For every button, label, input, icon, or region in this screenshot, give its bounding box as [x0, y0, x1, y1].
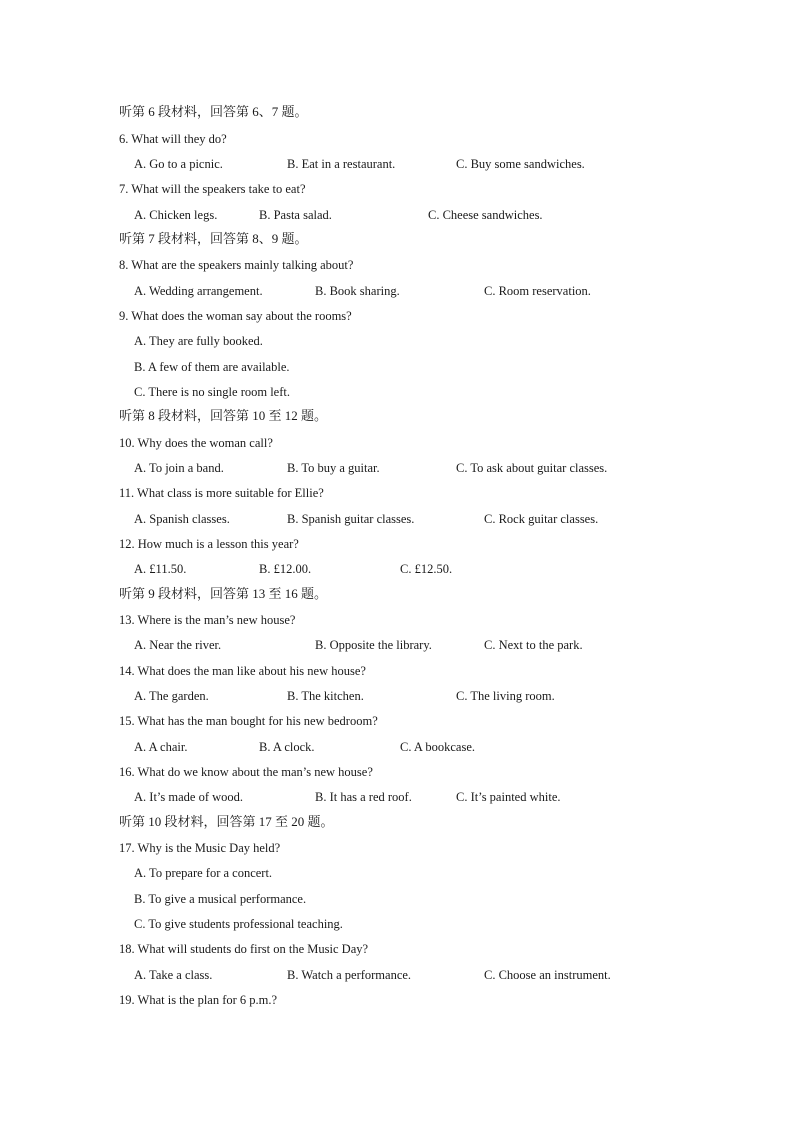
- question-stem: 19. What is the plan for 6 p.m.?: [119, 993, 278, 1007]
- option-b: B. A clock.: [259, 740, 315, 754]
- option-b: B. Book sharing.: [315, 284, 400, 298]
- question-stem: 17. Why is the Music Day held?: [119, 841, 281, 855]
- section-heading: 听第 10 段材料，回答第 17 至 20 题。: [119, 814, 334, 829]
- section-heading: 听第 6 段材料，回答第 6、7 题。: [119, 104, 308, 119]
- option-a: A. The garden.: [134, 689, 209, 703]
- option-a: A. Near the river.: [134, 638, 222, 652]
- option-c: C. £12.50.: [400, 562, 453, 576]
- question-stem: 10. Why does the woman call?: [119, 436, 273, 450]
- option-c: C. To ask about guitar classes.: [456, 461, 608, 475]
- option-a: A. To prepare for a concert.: [134, 866, 273, 880]
- option-c: C. To give students professional teaching.: [134, 917, 343, 931]
- option-a: A. £11.50.: [134, 562, 187, 576]
- question-stem: 15. What has the man bought for his new bedroom?: [119, 714, 378, 728]
- option-b: B. A few of them are available.: [134, 360, 290, 374]
- option-a: A. It’s made of wood.: [134, 790, 244, 804]
- option-c: C. Choose an instrument.: [484, 968, 611, 982]
- question-stem: 7. What will the speakers take to eat?: [119, 182, 306, 196]
- question-stem: 14. What does the man like about his new house?: [119, 664, 366, 678]
- option-b: B. The kitchen.: [287, 689, 364, 703]
- option-c: C. Rock guitar classes.: [484, 512, 599, 526]
- option-a: A. They are fully booked.: [134, 334, 263, 348]
- option-b: B. Watch a performance.: [287, 968, 412, 982]
- option-b: B. To give a musical performance.: [134, 892, 307, 906]
- option-c: C. It’s painted white.: [456, 790, 561, 804]
- option-a: A. A chair.: [134, 740, 188, 754]
- question-stem: 13. Where is the man’s new house?: [119, 613, 296, 627]
- option-b: B. Eat in a restaurant.: [287, 157, 396, 171]
- section-heading: 听第 7 段材料，回答第 8、9 题。: [119, 231, 308, 246]
- section-heading: 听第 8 段材料，回答第 10 至 12 题。: [119, 408, 328, 423]
- question-stem: 11. What class is more suitable for Ellie?: [119, 486, 324, 500]
- question-stem: 16. What do we know about the man’s new house?: [119, 765, 373, 779]
- option-a: A. Wedding arrangement.: [134, 284, 263, 298]
- section-heading: 听第 9 段材料，回答第 13 至 16 题。: [119, 586, 328, 601]
- question-stem: 9. What does the woman say about the rooms?: [119, 309, 352, 323]
- option-b: B. Pasta salad.: [259, 208, 332, 222]
- option-a: A. Go to a picnic.: [134, 157, 223, 171]
- option-b: B. It has a red roof.: [315, 790, 412, 804]
- option-a: A. To join a band.: [134, 461, 224, 475]
- option-b: B. £12.00.: [259, 562, 312, 576]
- option-c: C. There is no single room left.: [134, 385, 290, 399]
- option-c: C. A bookcase.: [400, 740, 475, 754]
- question-stem: 18. What will students do first on the Music Day?: [119, 942, 369, 956]
- option-c: C. The living room.: [456, 689, 555, 703]
- option-b: B. Spanish guitar classes.: [287, 512, 415, 526]
- option-c: C. Cheese sandwiches.: [428, 208, 543, 222]
- question-stem: 6. What will they do?: [119, 132, 227, 146]
- option-c: C. Next to the park.: [484, 638, 583, 652]
- option-b: B. To buy a guitar.: [287, 461, 380, 475]
- question-stem: 8. What are the speakers mainly talking about?: [119, 258, 354, 272]
- option-b: B. Opposite the library.: [315, 638, 432, 652]
- option-a: A. Chicken legs.: [134, 208, 218, 222]
- question-stem: 12. How much is a lesson this year?: [119, 537, 299, 551]
- option-c: C. Room reservation.: [484, 284, 591, 298]
- option-a: A. Spanish classes.: [134, 512, 230, 526]
- option-c: C. Buy some sandwiches.: [456, 157, 585, 171]
- option-a: A. Take a class.: [134, 968, 213, 982]
